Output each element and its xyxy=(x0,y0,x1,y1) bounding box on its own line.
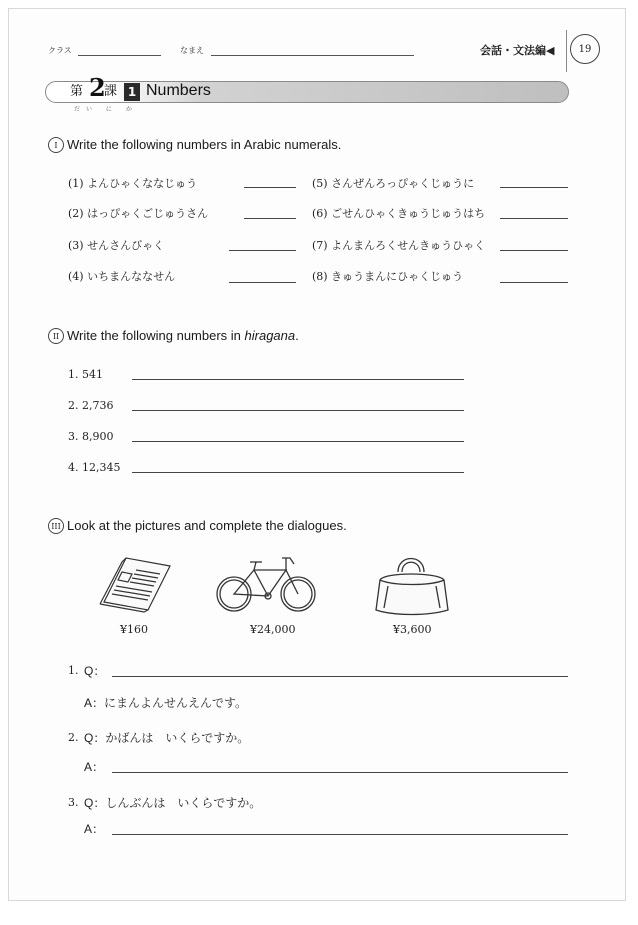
list-item: 2. 2,736 xyxy=(68,399,114,412)
page-number: 19 xyxy=(570,34,600,64)
dialogue-a: A：にまんよんせんえんです。 xyxy=(84,696,248,710)
dialogue-a: A： xyxy=(84,822,105,836)
lesson-title: Numbers xyxy=(146,82,211,99)
answer-line[interactable] xyxy=(132,379,464,380)
list-item: (2) はっぴゃくごじゅうさん xyxy=(68,207,209,220)
price-label: ¥3,600 xyxy=(393,623,432,636)
lesson-prefix: 第 xyxy=(70,84,84,99)
name-field[interactable] xyxy=(211,55,414,56)
list-item: 1. 541 xyxy=(68,368,103,381)
answer-line[interactable] xyxy=(112,676,568,677)
dialogue-number: 3. xyxy=(68,796,79,809)
answer-line[interactable] xyxy=(500,187,568,188)
section-1-instruction: Write the following numbers in Arabic numerals. xyxy=(67,137,342,152)
list-item: 3. 8,900 xyxy=(68,430,114,443)
dialogue-q: Q：かばんは いくらですか。 xyxy=(84,731,250,745)
price-label: ¥160 xyxy=(120,623,148,636)
bicycle-icon xyxy=(210,550,322,618)
section-badge: 1 xyxy=(124,83,140,101)
price-label: ¥24,000 xyxy=(250,623,296,636)
dialogue-q: Q： xyxy=(84,664,106,678)
lesson-number: 2 xyxy=(89,73,106,102)
class-field[interactable] xyxy=(78,55,161,56)
lesson-suffix: 課 xyxy=(104,84,118,99)
newspaper-icon xyxy=(96,552,176,614)
header-divider xyxy=(566,30,567,72)
section-2-instruction: Write the following numbers in hiragana. xyxy=(67,328,299,343)
list-item: 4. 12,345 xyxy=(68,461,121,474)
list-item: (7) よんまんろくせんきゅうひゃく xyxy=(312,239,486,252)
list-item: (5) さんぜんろっぴゃくじゅうに xyxy=(312,177,475,190)
answer-line[interactable] xyxy=(112,834,568,835)
list-item: (1) よんひゃくななじゅう xyxy=(68,177,198,190)
answer-line[interactable] xyxy=(132,441,464,442)
section-3-icon: III xyxy=(48,518,64,534)
class-label: クラス xyxy=(48,46,72,55)
dialogue-q: Q：しんぶんは いくらですか。 xyxy=(84,796,262,810)
answer-line[interactable] xyxy=(500,218,568,219)
list-item: (3) せんさんびゃく xyxy=(68,239,165,252)
name-label: なまえ xyxy=(180,46,204,55)
section-1-icon: I xyxy=(48,137,64,153)
list-item: (4) いちまんななせん xyxy=(68,270,176,283)
dialogue-a: A： xyxy=(84,760,105,774)
list-item: (6) ごせんひゃくきゅうじゅうはち xyxy=(312,207,486,220)
answer-line[interactable] xyxy=(132,410,464,411)
answer-line[interactable] xyxy=(229,250,296,251)
section-3-instruction: Look at the pictures and complete the dialogues. xyxy=(67,518,347,533)
answer-line[interactable] xyxy=(112,772,568,773)
dialogue-number: 1. xyxy=(68,664,79,677)
answer-line[interactable] xyxy=(244,187,296,188)
lesson-ruby: だい に か xyxy=(74,106,138,113)
book-section: 会話・文法編◀ xyxy=(480,44,555,57)
answer-line[interactable] xyxy=(500,250,568,251)
dialogue-number: 2. xyxy=(68,731,79,744)
answer-line[interactable] xyxy=(229,282,296,283)
list-item: (8) きゅうまんにひゃくじゅう xyxy=(312,270,464,283)
answer-line[interactable] xyxy=(132,472,464,473)
answer-line[interactable] xyxy=(500,282,568,283)
answer-line[interactable] xyxy=(244,218,296,219)
section-2-icon: II xyxy=(48,328,64,344)
bag-icon xyxy=(368,550,456,618)
